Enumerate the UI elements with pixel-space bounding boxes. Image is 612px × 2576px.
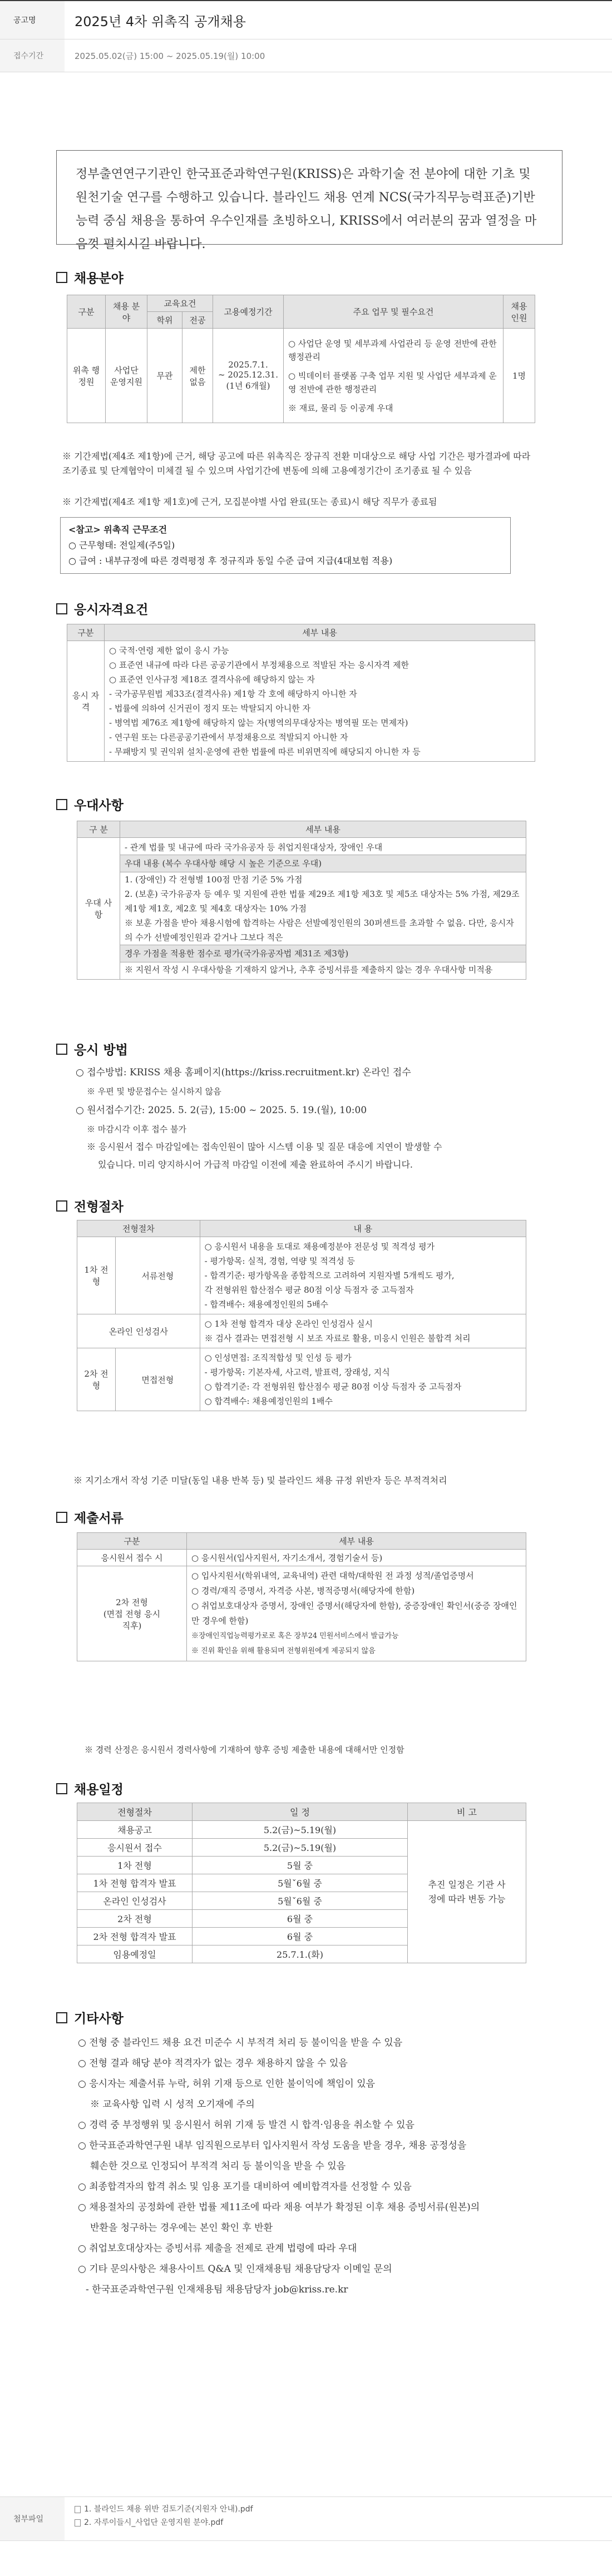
schedule-table [77, 1803, 526, 1963]
pref-item: 1. (장애인) 각 전형별 100점 만점 기준 5% 가점 [125, 875, 303, 885]
schedule-date: 6월 중 [193, 1928, 408, 1945]
section-title: 응시자격요건 [74, 602, 149, 617]
field-note-1: ※ 기간제법(제4조 제1항)에 근거, 해당 공고에 따른 위촉직은 장규직 전환 미대상으로 해당 사업 기간은 평가결과에 따라 조기종료 및 단계협약이 미체결 될 수 있으며 사업기간에 변동에 의해 고용예정기간이 조기종료 될 수 있음 [62, 451, 531, 476]
doc-detail: ○ 응시원서(입사지원서, 자기소개서, 경험기술서 등) [187, 1550, 526, 1566]
th-type: 구분 [67, 295, 106, 329]
schedule-date: 25.7.1.(화) [193, 1945, 408, 1963]
square-icon [56, 799, 67, 810]
field-type: 위촉 행정원 [67, 329, 106, 423]
elig-item: ○ 표준연 인사규정 제18조 결격사유에 해당하지 않는 자 [109, 674, 315, 684]
others-item: ○ 취업보호대상자는 증빙서류 제출을 전제로 관계 법령에 따라 우대 [78, 2243, 357, 2254]
section-eligibility [56, 599, 148, 618]
section-preference [56, 795, 124, 813]
process-detail [200, 1237, 526, 1314]
period-row [0, 39, 612, 72]
schedule-step: 임용예정일 [77, 1945, 193, 1963]
attachment-name[interactable]: 1. 블라인드 채용 위반 검토기준(지원자 안내).pdf [84, 2505, 253, 2514]
others-contact: - 한국표준과학연구원 인재채용팀 채용담당자 job@kriss.re.kr [86, 2284, 348, 2295]
field-major: 제한 없음 [182, 329, 213, 423]
period-length: (1년 6개월) [226, 381, 270, 391]
work-condition-title: <참고> 위촉직 근무조건 [68, 524, 167, 535]
preference-table [77, 821, 526, 980]
th-field: 채용 분야 [106, 295, 147, 329]
schedule-date: 5월ˇ6월 중 [193, 1874, 408, 1892]
notice-meta [0, 0, 612, 72]
others-item: ○ 최종합격자의 합격 취소 및 임용 포기를 대비하여 예비합격자를 선정할 수 있음 [78, 2181, 412, 2192]
attachment-name[interactable]: 2. 자루이들시_사업단 운영지원 분야.pdf [84, 2518, 224, 2527]
pref-item: 2. (보훈) 국가유공자 등 예우 및 지원에 관한 법률 제29조 제1항 제3호 및 제5조 대상자는 5% 가점, 제29조 제1항 제1호, 제2호 및 제4호 대상자는 10% 가점 [125, 889, 520, 914]
title-row [0, 1, 612, 39]
pref-type: 우대 사항 [77, 838, 120, 980]
field-name: 사업단 운영지원 [106, 329, 147, 423]
schedule-step: 2차 전형 [77, 1910, 193, 1928]
th-duty: 주요 업무 및 필수요건 [284, 295, 504, 329]
doc-item: ○ 경력/재직 증명서, 자격증 사본, 병적증명서(해당자에 한함) [191, 1586, 415, 1596]
schedule-date: 5.2(금)~5.19(월) [193, 1839, 408, 1857]
duty-note: ※ 재료, 물리 등 이공계 우대 [288, 403, 393, 413]
process-name: 서류전형 [116, 1237, 200, 1314]
process-table [77, 1220, 526, 1411]
doc-type-line: (면접 전형 응시 [103, 1609, 161, 1619]
doc-type: 응시원서 접수 시 [77, 1550, 187, 1566]
apply-line: ※ 마감시각 이후 접수 불가 [87, 1124, 186, 1134]
attachments-list [65, 2497, 263, 2540]
documents-foot: ※ 경력 산정은 응시원서 경력사항에 기재하여 향후 증빙 제출한 내용에 대해서만 인정함 [85, 1745, 404, 1755]
schedule-step: 응시원서 접수 [77, 1839, 193, 1857]
attachment-link[interactable] [75, 2516, 253, 2529]
others-item: ○ 응시자는 제출서류 누락, 허위 기재 등으로 인한 불이익에 책임이 있음 [78, 2078, 376, 2089]
schedule-date: 6월 중 [193, 1910, 408, 1928]
doc-type-line: 직후) [122, 1620, 142, 1631]
section-title: 응시 방법 [74, 1043, 128, 1058]
square-icon [56, 1783, 67, 1794]
th-detail: 세부 내용 [120, 821, 526, 838]
intro-box: 정부출연연구기관인 한국표준과학연구원(KRISS)은 과학기술 전 분야에 대한 기초 및 원천기술 연구를 수행하고 있습니다. 블라인드 채용 연계 NCS(국가직무능력표준)기반 능력 중심 채용을 통하여 우수인재를 초빙하오니, KRISS에서 여러분의 꿈과 열정을 마음껏 펼치시길 바랍니다. [56, 150, 562, 245]
pref-highlight: 우대 내용 (복수 우대사항 해당 시 높은 기준으로 우대) [120, 855, 526, 872]
doc-item: ○ 입사지원서(학위내역, 교육내역) 관련 대학/대학원 전 과정 성적/졸업증명서 [191, 1571, 474, 1581]
process-foot: ※ 지기소개서 작성 기준 미달(동일 내용 반복 등) 및 블라인드 채용 규정 위반자 등은 부적격처리 [73, 1475, 447, 1486]
apply-line: ○ 원서접수기간: 2025. 5. 2(금), 15:00 ~ 2025. 5. 19.(월), 10:00 [76, 1105, 367, 1116]
section-title: 제출서류 [74, 1511, 124, 1526]
elig-item: - 연구원 또는 다른공공기관에서 부정채용으로 적발되지 아니한 자 [109, 732, 348, 742]
apply-line: ※ 응시원서 접수 마감일에는 접속인원이 많아 시스템 이용 및 질문 대응에 지연이 발생할 수 [87, 1141, 442, 1152]
doc-detail [187, 1566, 526, 1661]
schedule-step: 1차 전형 합격자 발표 [77, 1874, 193, 1892]
duty-line: ○ 사업단 운영 및 세부과제 사업관리 등 운영 전반에 관한 행정관리 [288, 338, 497, 362]
notice-body [0, 72, 612, 2496]
section-field [56, 268, 124, 286]
elig-item: - 병역법 제76조 제1항에 해당하지 않는 자(병역의무대상자는 병역필 또는 면제자) [109, 718, 408, 728]
th-type: 구분 [77, 1533, 187, 1550]
section-apply [56, 1040, 128, 1058]
section-title: 채용일정 [74, 1782, 124, 1797]
th-date: 일 정 [193, 1803, 408, 1821]
th-major: 전공 [182, 312, 213, 329]
process-item: - 평가항목: 실적, 경험, 역량 및 적격성 등 [204, 1256, 356, 1266]
file-icon [75, 2506, 81, 2513]
th-period: 고용예정기간 [213, 295, 284, 329]
schedule-date: 5월 중 [193, 1857, 408, 1874]
elig-item: - 국가공무원법 제33조(결격사유) 제1항 각 호에 해당하지 아니한 자 [109, 689, 357, 699]
square-icon [56, 272, 67, 283]
section-title: 우대사항 [74, 798, 124, 813]
process-item: ○ 응시원서 내용을 토대로 채용예정분야 전문성 및 적격성 평가 [204, 1242, 435, 1252]
field-duty [284, 329, 504, 423]
others-item: ○ 전형 중 블라인드 채용 요건 미준수 시 부적격 처리 등 불이익을 받을 수 있음 [78, 2037, 403, 2048]
doc-item: ※장애인직업능력평가로로 혹은 장부24 민원서비스에서 발급가능 [191, 1632, 399, 1640]
apply-line: ※ 우편 및 방문접수는 실시하지 않음 [87, 1086, 221, 1096]
process-detail [200, 1348, 526, 1411]
schedule-date: 5.2(금)~5.19(월) [193, 1821, 408, 1839]
field-degree: 무관 [147, 329, 182, 423]
th-remark: 비 고 [408, 1803, 526, 1821]
process-item: - 합격배수: 채용예정인원의 5배수 [204, 1299, 328, 1309]
others-list [78, 2033, 556, 2300]
process-step: 2차 전형 [77, 1348, 116, 1411]
doc-type [77, 1566, 187, 1661]
process-item: - 합격기준: 평가항목을 종합적으로 고려하여 지원자별 5개씩도 평가, [204, 1270, 455, 1280]
apply-line: 있습니다. 미리 양지하시어 가급적 마감일 이전에 제출 완료하여 주시기 바랍니다. [98, 1159, 413, 1170]
elig-type: 응시 자격 [67, 641, 105, 762]
schedule-step: 2차 전형 합격자 발표 [77, 1928, 193, 1945]
eligibility-table [67, 624, 535, 762]
section-others [56, 2008, 124, 2027]
others-item: ○ 채용절차의 공정화에 관한 법률 제11조에 따라 채용 여부가 확정된 이후 채용 증빙서류(원본)의 [78, 2202, 480, 2213]
title-label: 공고명 [0, 1, 65, 39]
section-title: 기타사항 [74, 2011, 124, 2026]
work-condition-box [60, 517, 511, 574]
elig-detail [105, 641, 535, 762]
th-edu: 교육요건 [147, 295, 213, 312]
elig-item: ○ 국적·연령 제한 없이 응시 가능 [109, 646, 229, 656]
process-detail [200, 1314, 526, 1348]
doc-item: ○ 취업보호대상자 증명서, 장애인 증명서(해당자에 한함), 중증장애인 확인서(중증 장애인만 경우에 한함) [191, 1601, 517, 1626]
file-icon [75, 2519, 81, 2527]
th-type: 구 분 [77, 821, 120, 838]
process-item: ○ 인성면접: 조직적합성 및 인성 등 평가 [204, 1353, 352, 1363]
others-item: ○ 경력 중 부정행위 및 응시원서 허위 기재 등 발견 시 합격·임용을 취소할 수 있음 [78, 2120, 414, 2131]
square-icon [56, 1200, 67, 1212]
th-detail: 세부 내용 [187, 1533, 526, 1550]
others-item: ○ 전형 결과 해당 분야 적격자가 없는 경우 채용하지 않을 수 있음 [78, 2058, 348, 2069]
process-item: ※ 검사 결과는 면접전형 시 보조 자료로 활용, 미응시 인원은 불합격 처리 [204, 1333, 471, 1343]
section-title: 전형절차 [74, 1199, 124, 1214]
th-step: 전형절차 [77, 1220, 200, 1237]
pref-item: ※ 보훈 가점을 받아 채용시험에 합격하는 사람은 선발예정인원의 30퍼센트를 초과할 수 없음. 다만, 응시자의 수가 선발예정인원과 같거나 그보다 적은 [125, 918, 514, 942]
doc-type-line: 2차 전형 [116, 1597, 148, 1607]
schedule-date: 5월ˇ6월 중 [193, 1892, 408, 1910]
schedule-step: 채용공고 [77, 1821, 193, 1839]
period-end: ~ 2025.12.31. [218, 370, 278, 380]
work-condition-item: ○ 급여 : 내부규정에 따른 경력평정 후 정규직과 동일 수준 급여 지급(4대보험 적용) [68, 555, 393, 566]
section-title: 채용분야 [74, 271, 124, 286]
th-detail: 세부 내용 [105, 624, 535, 641]
elig-item: ○ 표준연 내규에 따라 다른 공공기관에서 부정채용으로 적발된 자는 응시자격 제한 [109, 660, 409, 670]
attachments-row [0, 2496, 612, 2541]
documents-table [77, 1532, 526, 1661]
section-documents [56, 1508, 124, 1526]
process-name: 면접전형 [116, 1348, 200, 1411]
pref-foot: ※ 지원서 작성 시 우대사항을 기재하지 않거나, 추후 증빙서류를 제출하지 않는 경우 우대사항 미적용 [125, 965, 493, 975]
th-degree: 학위 [147, 312, 182, 329]
elig-item: - 무패방지 및 권익위 설치·운영에 관한 법률에 따른 비위면직에 해당되지 아니한 자 등 [109, 747, 421, 757]
field-table [67, 295, 535, 423]
others-item: ○ 기타 문의사항은 채용사이트 Q&A 및 인재채용팀 채용담당자 이메일 문의 [78, 2264, 392, 2275]
duty-line: ○ 빅데이터 플랫폼 구축 업무 지원 및 사업단 세부과제 운영 전반에 관한 행정관리 [288, 370, 497, 394]
field-period [213, 329, 284, 423]
process-item: - 평가항목: 기본자세, 사고력, 발표력, 장래성, 지식 [204, 1367, 390, 1377]
pref-highlight: 경우 가점을 적용한 점수로 평가(국가유공자법 제31조 제3항) [120, 945, 526, 962]
others-item: 훼손한 것으로 인정되어 부적격 처리 등 불이익을 받을 수 있음 [90, 2161, 346, 2172]
process-name: 온라인 인성검사 [77, 1314, 200, 1348]
process-item: 각 전형위원 합산점수 평균 80점 이상 득점자 중 고득점자 [204, 1285, 414, 1295]
notice-title: 2025년 4차 위촉직 공개채용 [75, 13, 246, 29]
section-schedule [56, 1779, 124, 1798]
others-item: 반환을 청구하는 경우에는 본인 확인 후 반환 [90, 2222, 273, 2233]
square-icon [56, 603, 67, 614]
th-count: 채용 인원 [504, 295, 535, 329]
process-item: ○ 합격배수: 채용예정인원의 1배수 [204, 1396, 333, 1406]
pref-lead: - 관계 법률 및 내규에 따라 국가유공자 등 취업지원대상자, 장애인 우대 [125, 842, 383, 852]
others-item: ○ 한국표준과학연구원 내부 임직원으로부터 입사지원서 작성 도움을 받을 경우, 채용 공정성을 [78, 2140, 467, 2151]
square-icon [56, 1044, 67, 1055]
process-item: ○ 1차 전형 합격자 대상 온라인 인성검사 실시 [204, 1319, 373, 1329]
elig-item: - 법률에 의하여 신거권이 정지 또는 박탈되지 아니한 자 [109, 703, 310, 713]
section-process [56, 1197, 124, 1215]
attachments-label: 첨부파일 [0, 2497, 65, 2540]
th-type: 구분 [67, 624, 105, 641]
period-label: 접수기간 [0, 39, 65, 72]
schedule-remark: 추진 일정은 기관 사정에 따라 변동 가능 [408, 1821, 526, 1963]
square-icon [56, 2012, 67, 2023]
field-count: 1명 [504, 329, 535, 423]
doc-item: ※ 진위 확인을 위해 활용되며 전형위원에게 제공되지 않음 [191, 1647, 376, 1655]
pref-detail [120, 838, 526, 980]
field-note-2: ※ 기간제법(제4조 제1항 제1호)에 근거, 모집분야별 사업 완료(또는 종료)시 해당 직무가 종료됨 [62, 497, 437, 507]
schedule-step: 온라인 인성검사 [77, 1892, 193, 1910]
apply-line: ○ 접수방법: KRISS 채용 홈페이지(https://kriss.recruitment.kr) 온라인 접수 [76, 1067, 411, 1078]
work-condition-item: ○ 근무형태: 전일제(주5일) [68, 540, 175, 550]
square-icon [56, 1512, 67, 1523]
th-detail: 내 용 [200, 1220, 526, 1237]
process-step: 1차 전형 [77, 1237, 116, 1314]
attachment-link[interactable] [75, 2503, 253, 2516]
period-start: 2025.7.1. [228, 360, 268, 370]
others-item: ※ 교육사항 입력 시 성적 오기재에 주의 [90, 2099, 255, 2110]
th-step: 전형절차 [77, 1803, 193, 1821]
schedule-step: 1차 전형 [77, 1857, 193, 1874]
process-item: ○ 합격기준: 각 전형위원 합산점수 평균 80점 이상 득점자 중 고득점자 [204, 1382, 462, 1392]
application-period: 2025.05.02(금) 15:00 ~ 2025.05.19(월) 10:00 [75, 51, 265, 61]
